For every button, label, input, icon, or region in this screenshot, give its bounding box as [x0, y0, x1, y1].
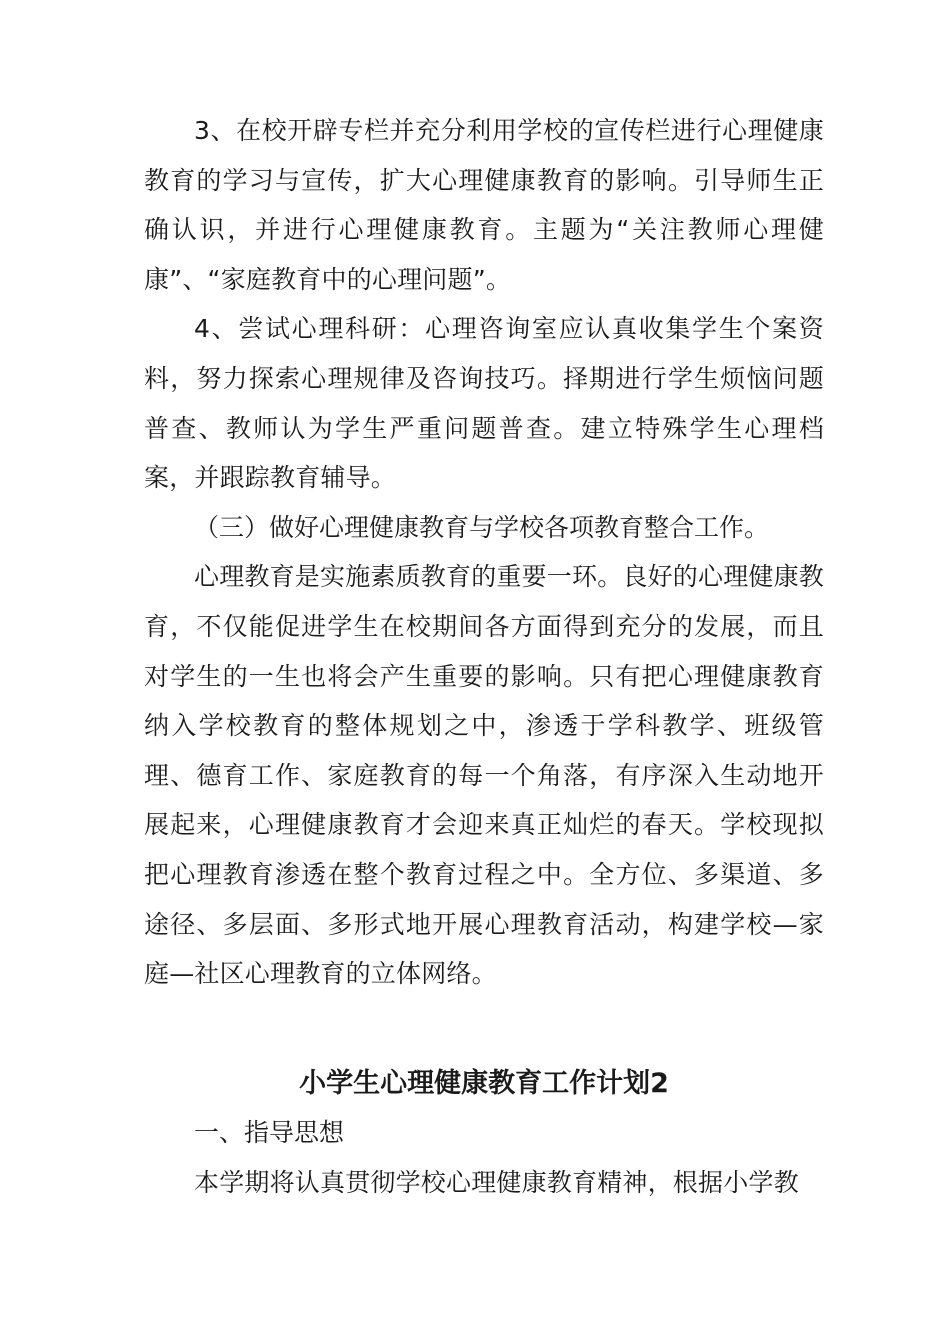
paragraph-item-3: 3、在校开辟专栏并充分利用学校的宣传栏进行心理健康教育的学习与宣传，扩大心理健康教育的影响。引导师生正确认识，并进行心理健康教育。主题为“关注教师心理健康”、“家庭教育中的心理问题”。 — [144, 116, 824, 294]
part-heading: 一、指导思想 — [194, 1118, 345, 1148]
section-paragraph: 心理教育是实施素质教育的重要一环。良好的心理健康教育，不仅能促进学生在校期间各方面得到充分的发展，而且对学生的一生也将会产生重要的影响。只有把心理健康教育纳入学校教育的整体规划之中，渗透于学科教学、班级管理、德育工作、家庭教育的每一个角落，有序深入生动地开展起来，心理健康教育才会迎来真正灿烂的春天。学校现拟把心理教育渗透在整个教育过程之中。全方位、多渠道、多途径、多层面、多形式地开展心理教育活动，构建学校—家庭—社区心理教育的立体网络。 — [144, 562, 825, 989]
paragraph-intro: 本学期将认真贯彻学校心理健康教育精神，根据小学教 — [194, 1167, 799, 1197]
paragraph-item-4: 4、尝试心理科研：心理咨询室应认真收集学生个案资料，努力探索心理规律及咨询技巧。择期进行学生烦恼问题普查、教师认为学生严重问题普查。建立特殊学生心理档案，并跟踪教育辅导。 — [144, 314, 824, 493]
document-body — [144, 106, 824, 1207]
section-heading: （三）做好心理健康教育与学校各项教育整合工作。 — [194, 512, 770, 542]
document-title: 小学生心理健康教育工作计划2 — [299, 1067, 669, 1099]
